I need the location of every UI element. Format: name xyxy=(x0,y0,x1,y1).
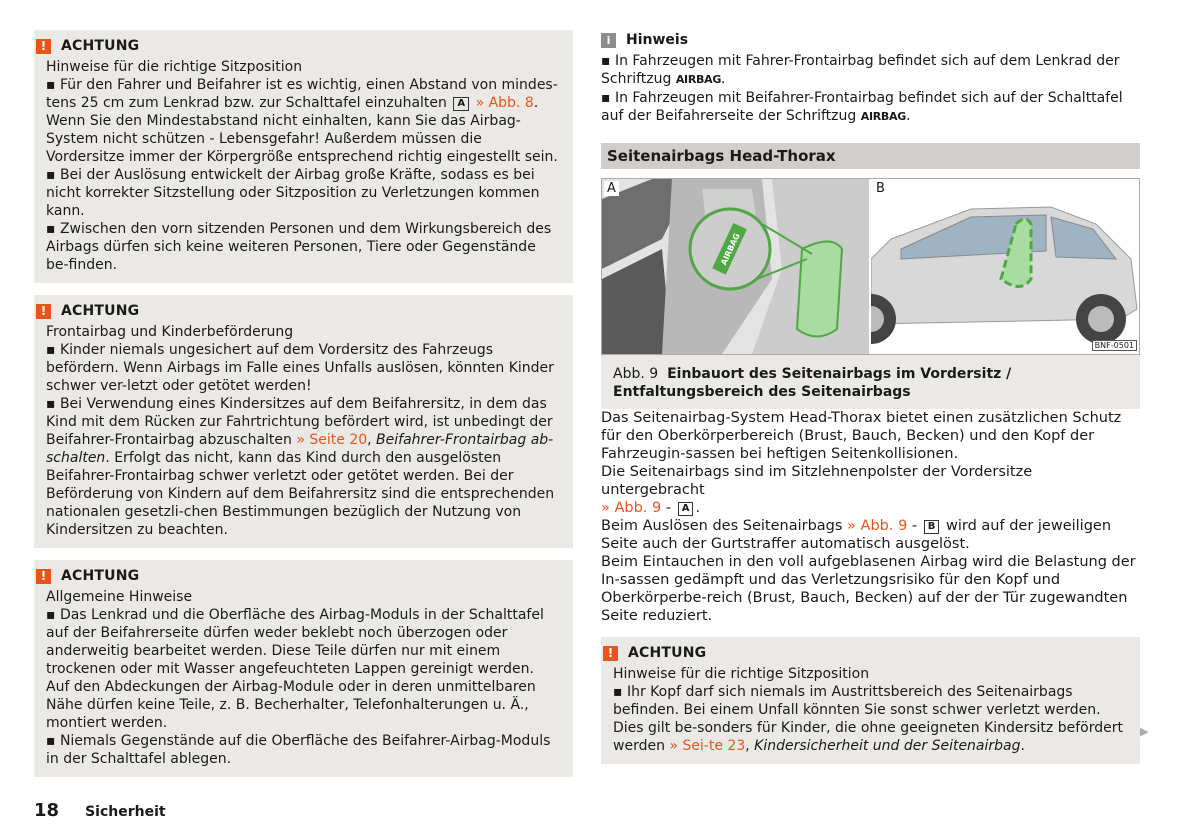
paragraph: Beim Eintauchen in den voll aufgeblasenen Airbag wird die Belastung der In-sassen gedämpft und das Verletzungsrisiko für den Kopf und Oberkörperbe-reich (Brust, Bauch, Becken) auf der der Tür zugewandten Seite reduziert. xyxy=(601,554,1136,624)
warning-icon: ! xyxy=(36,39,51,54)
figure-caption-text: Einbauort des Seitenairbags im Vordersitz / Entfaltungsbereich des Seitenairbags xyxy=(613,366,1012,400)
footer-section: Sicherheit xyxy=(85,804,166,820)
figure-link[interactable]: » Abb. 8 xyxy=(475,95,534,111)
warning-header xyxy=(40,301,561,321)
airbag-logo: AIRBAG xyxy=(860,110,906,123)
warning-title: ACHTUNG xyxy=(61,38,140,54)
page-footer xyxy=(34,800,166,821)
warning-icon: ! xyxy=(36,569,51,584)
figure-number: Abb. 9 xyxy=(613,366,659,382)
warning-bullet: ▪ Zwischen den vorn sitzenden Personen und dem Wirkungsbereich des Airbags dürfen sich keine weiteren Personen, Tiere oder Gegenstände be-finden. xyxy=(46,221,552,273)
warning-header xyxy=(40,566,561,586)
warning-bullet: ▪ Für den Fahrer und Beifahrer ist es wichtig, einen Abstand von mindes-tens 25 cm zum Lenkrad bzw. zur Schalttafel einzuhalten A » Abb. 8. Wenn Sie den Mindestabstand nicht einhalten, kann Sie das Airbag-System nicht schützen - Lebensgefahr! Außerdem müssen die Vordersitze immer der Körpergröße entsprechend richtig eingestellt sein. xyxy=(46,77,558,165)
note-body xyxy=(601,52,1140,126)
airbag-badge: AIRBAG xyxy=(719,231,742,267)
page-link[interactable]: » Sei-te 23 xyxy=(669,738,746,754)
figure-link[interactable]: » Abb. 9 xyxy=(847,518,908,534)
continue-arrow-icon: ▶ xyxy=(1140,725,1149,738)
warning-subtitle: Frontairbag und Kinderbeförderung xyxy=(46,324,294,340)
warning-subtitle: Hinweise für die richtige Sitzposition xyxy=(46,59,303,75)
paragraph: Beim Auslösen des Seitenairbags » Abb. 9 - B wird auf der jeweiligen Seite auch der Gurtstraffer automatisch ausgelöst. xyxy=(601,518,1112,552)
figure-label-b: B xyxy=(873,181,888,196)
note-box xyxy=(601,30,1140,126)
paragraph: Das Seitenairbag-System Head-Thorax bietet einen zusätzlichen Schutz für den Oberkörperbereich (Brust, Bauch, Becken) und den Kopf der Fahrzeugin-sassen bei heftigen Seitenkollisionen. xyxy=(601,410,1122,462)
warning-header xyxy=(607,643,1128,663)
warning-bullet: ▪ Das Lenkrad und die Oberfläche des Airbag-Moduls in der Schalttafel auf der Beifahrerseite dürfen weder beklebt noch überzogen oder anderweitig bearbeitet werden. Diese Teile dürfen nur mit einem trockenen oder mit Wasser angefeuchteten Lappen gereinigt werden. Auf den Abdeckungen der Airbag-Module oder in deren unmittelbaren Nähe dürfen keine Teile, z. B. Becherhalter, Telefonhalterungen u. Ä., montiert werden. xyxy=(46,607,544,731)
warning-header xyxy=(40,36,561,56)
section-heading: Seitenairbags Head-Thorax xyxy=(601,143,1140,169)
warning-subtitle: Hinweise für die richtige Sitzposition xyxy=(613,666,870,682)
warning-icon: ! xyxy=(603,646,618,661)
warning-title: ACHTUNG xyxy=(61,568,140,584)
warning-bullet: ▪ Bei Verwendung eines Kindersitzes auf dem Beifahrersitz, in dem das Kind mit dem Rücken zur Fahrtrichtung befördert wird, ist unbedingt der Beifahrer-Frontairbag abzuschalten » Seite 20, Beifahrer-Frontairbag ab-schalten. Erfolgt das nicht, kann das Kind durch den ausgelösten Beifahrer-Frontairbag schwer verletzt oder getötet werden. Bei der Beförderung von Kindern auf dem Beifahrersitz sind die entsprechenden nationalen gesetzli-chen Bestimmungen bezüglich der Nutzung von Kindersitzen zu beachten. xyxy=(46,396,555,538)
warning-box-allgemein xyxy=(34,560,573,777)
note-header xyxy=(601,30,1140,50)
right-column xyxy=(601,30,1140,776)
warning-box-sitzposition xyxy=(34,30,573,283)
warning-bullet: ▪ Ihr Kopf darf sich niemals im Austrittsbereich des Seitenairbags befinden. Bei einem Unfall könnten Sie sonst schwer verletzt werden. Dies gilt be-sonders für Kinder, die ohne geeigneten Kindersitz befördert werden » Sei-te 23, Kindersicherheit und der Seitenairbag. xyxy=(613,684,1123,754)
note-bullet: ▪ In Fahrzeugen mit Beifahrer-Frontairbag befindet sich auf der Schalttafel auf der Beifahrerseite der Schriftzug AIRBAG. xyxy=(601,90,1123,124)
figure-caption xyxy=(601,355,1140,409)
paragraph: Die Seitenairbags sind im Sitzlehnenpolster der Vordersitze untergebracht » Abb. 9 - A . xyxy=(601,464,1033,516)
page-number: 18 xyxy=(34,800,60,821)
note-bullet: ▪ In Fahrzeugen mit Fahrer-Frontairbag befindet sich auf dem Lenkrad der Schriftzug AIRBAG. xyxy=(601,53,1120,87)
warning-icon: ! xyxy=(36,304,51,319)
warning-bullet: ▪ Niemals Gegenstände auf die Oberfläche des Beifahrer-Airbag-Moduls in der Schalttafel ablegen. xyxy=(46,733,551,767)
section-reference: Kindersicherheit und der Seitenairbag xyxy=(754,738,1021,754)
warning-subtitle: Allgemeine Hinweise xyxy=(46,589,193,605)
figure-panel-seat xyxy=(602,179,869,354)
warning-title: ACHTUNG xyxy=(628,645,707,661)
seat-illustration xyxy=(602,179,869,354)
figure-part-ref: B xyxy=(924,520,940,534)
airbag-logo: AIRBAG xyxy=(675,73,722,86)
figure-code: BNF-0501 xyxy=(1092,340,1137,351)
warning-box-kinderbefoerderung xyxy=(34,295,573,548)
warning-title: ACHTUNG xyxy=(61,303,140,319)
figure-part-ref: A xyxy=(453,97,469,111)
car-illustration xyxy=(871,179,1140,354)
note-title: Hinweis xyxy=(626,32,689,48)
left-column xyxy=(34,30,573,789)
info-icon: i xyxy=(601,33,616,48)
section-reference: Beifahrer-Frontairbag ab-schalten xyxy=(46,432,554,466)
figure-link[interactable]: » Abb. 9 xyxy=(601,500,662,516)
figure-panel-car xyxy=(871,179,1140,354)
page-link[interactable]: » Seite 20 xyxy=(296,432,368,448)
figure-part-ref: A xyxy=(678,502,694,516)
warning-bullet: ▪ Kinder niemals ungesichert auf dem Vordersitz des Fahrzeugs befördern. Wenn Airbags im Falle eines Unfalls auslösen, könnten Kinder schwer ver-letzt oder getötet werden! xyxy=(46,342,554,394)
warning-bullet: ▪ Bei der Auslösung entwickelt der Airbag große Kräfte, sodass es bei nicht korrekter Sitzstellung oder Sitzposition zu Verletzungen kommen kann. xyxy=(46,167,540,219)
figure-seitenairbag xyxy=(601,178,1140,355)
warning-box-seitenairbag xyxy=(601,637,1140,764)
figure-label-a: A xyxy=(604,181,619,196)
